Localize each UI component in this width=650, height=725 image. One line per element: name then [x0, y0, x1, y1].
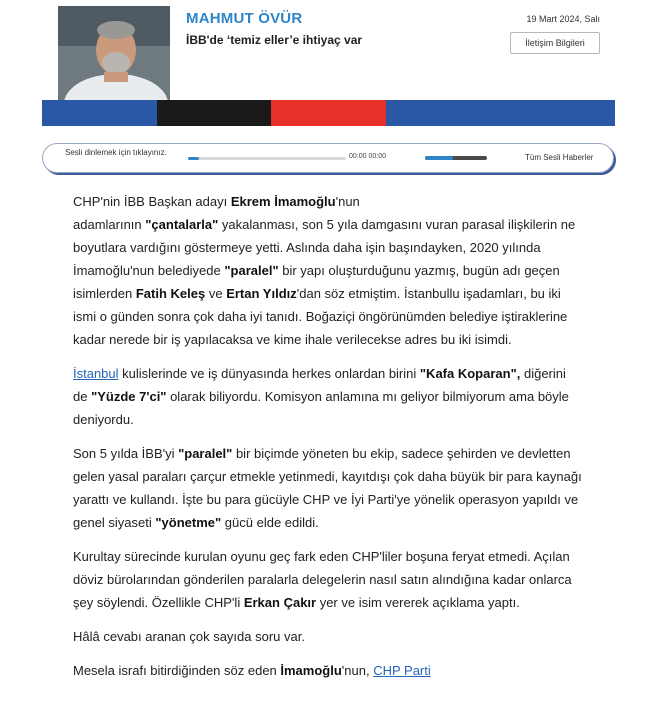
all-audio-news-link[interactable]: Tüm Sesli Haberler — [525, 153, 594, 162]
bold-text: "çantalarla" — [145, 217, 219, 232]
bold-text: Erkan Çakır — [243, 595, 317, 610]
bold-text: "paralel" — [178, 446, 233, 461]
article-header — [0, 0, 650, 130]
text-run: Hâlâ cevabı aranan çok sayıda soru var. — [73, 629, 305, 644]
text-run: bir yapı oluşturduğunu yazmış, bugün adı geçen isimlerden — [73, 263, 560, 301]
volume-fill — [425, 156, 453, 160]
article-link[interactable]: CHP Parti — [373, 663, 431, 678]
audio-listen-label[interactable]: Sesli dinlemek için tıklayınız. — [65, 148, 167, 157]
bold-text: "Yüzde 7'ci" — [91, 389, 167, 404]
article-title: İBB'de ‘temiz eller’e ihtiyaç var — [186, 33, 363, 47]
author-name[interactable]: MAHMUT ÖVÜR — [186, 10, 303, 27]
volume-slider[interactable] — [425, 156, 487, 160]
text-run: 'nun — [335, 194, 360, 209]
color-band-segment — [157, 100, 272, 126]
bold-text: "Kafa Koparan", — [419, 366, 521, 381]
text-run: Son 5 yılda İBB'yi — [73, 446, 179, 461]
bold-text: "paralel" — [224, 263, 279, 278]
bold-text: "yönetme" — [155, 515, 222, 530]
text-run: CHP'nin İBB Başkan adayı — [73, 194, 231, 209]
paragraph — [73, 659, 583, 682]
paragraph — [73, 362, 583, 431]
text-run: olarak biliyordu. Komisyon anlamına mı geliyor bilmiyorum ama böyle deniyordu. — [73, 389, 569, 427]
text-run: bir biçimde yöneten bu ekip, sadece şehirden ve devletten gelen yasal paraları çarçur etmekle yetinmedi, kayıtdışı çok daha büyük bir para kaynağı yarattı ve kullandı. İşte bu para gücüyle CHP ve İyi Parti'ye yönelik operasyon yapıldı ve genel siyaseti — [73, 446, 582, 530]
audio-progress-fill — [188, 157, 199, 160]
text-run: yer ve isim vererek açıklama yaptı. — [316, 595, 520, 610]
color-band-segment — [500, 100, 615, 126]
text-run: yakalanması, son 5 yıla damgasını vuran parasal ilişkilerin ne boyutlara vardığını göstermeye yetti. Aslında daha işin başındayken, 2020 yılında İmamoğlu'nun belediyede — [73, 217, 576, 278]
audio-player[interactable] — [42, 143, 614, 173]
article-body — [73, 190, 583, 693]
text-run: gücü elde edildi. — [221, 515, 319, 530]
text-run: 'nun, — [341, 663, 374, 678]
paragraph — [73, 625, 583, 648]
bold-text: Ekrem İmamoğlu — [230, 194, 336, 209]
bold-text: Ertan Yıldız — [226, 286, 297, 301]
paragraph — [73, 190, 583, 351]
text-run: Mesela israfı bitirdiğinden söz eden — [73, 663, 281, 678]
text-run: adamlarının — [73, 217, 146, 232]
audio-progress-bar[interactable] — [188, 157, 346, 160]
article-link[interactable]: İstanbul — [73, 366, 119, 381]
bold-text: İmamoğlu — [280, 663, 342, 678]
paragraph — [73, 442, 583, 534]
author-photo — [58, 6, 170, 100]
paragraph — [73, 545, 583, 614]
author-portrait-icon — [58, 6, 170, 100]
text-run: diğerini de — [73, 366, 566, 404]
text-run: ve — [205, 286, 227, 301]
color-band-segment — [42, 100, 157, 126]
publish-date: 19 Mart 2024, Salı — [526, 14, 600, 24]
text-run: kulislerinde ve iş dünyasında herkes onlardan birini — [118, 366, 420, 381]
color-band-segment — [271, 100, 386, 126]
audio-time: 00:00 00:00 — [349, 153, 386, 160]
bold-text: Fatih Keleş — [135, 286, 206, 301]
contact-info-button[interactable]: İletişim Bilgileri — [510, 32, 600, 54]
text-run: Kurultay sürecinde kurulan oyunu geç fark eden CHP'liler boşuna feryat etmedi. Açılan döviz bürolarından gönderilen paralarla delegelerin nasıl satın alındığına kadar onlarca şey söylendi. Özellikle CHP'li — [73, 549, 572, 610]
text-run: 'dan söz etmiştim. İstanbullu işadamları, bu iki ismi o günden sonra çok daha iyi tanıdı. Boğaziçi öngörünümden belediye iştiraklerine kadar nerede bir iş yapılacaksa ve kime ihale verilecekse adres bu iki isimdi. — [73, 286, 568, 347]
color-band — [42, 100, 615, 126]
color-band-segment — [386, 100, 501, 126]
